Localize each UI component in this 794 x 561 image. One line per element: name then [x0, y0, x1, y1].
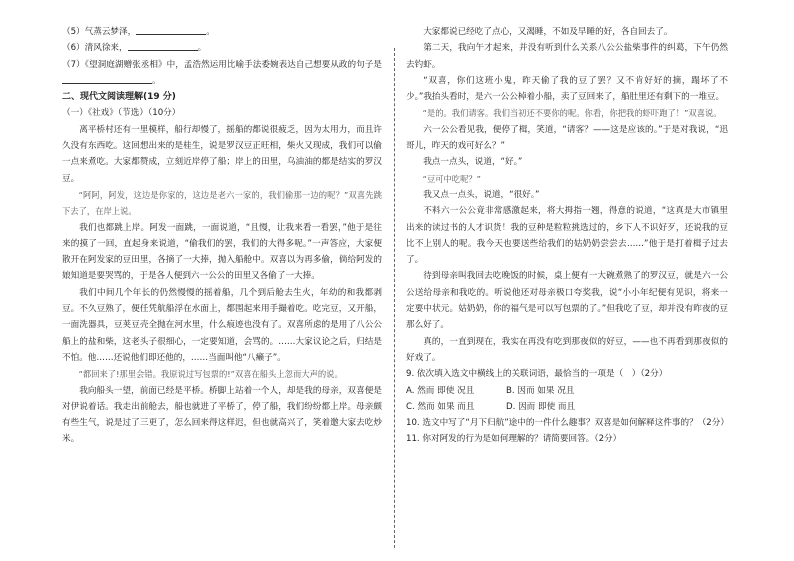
passage-paragraph: 六一公公看见我，便停了楫，笑道，“请客？——这是应该的。”于是对我说，“迅哥儿，昨天的戏可好么？” — [406, 124, 728, 152]
option-c[interactable]: C. 然而 如果 而且 — [406, 401, 475, 412]
column-divider — [394, 48, 395, 548]
answer-blank-6[interactable] — [128, 41, 198, 51]
passage-paragraph: 我点一点头，说道，“好。” — [423, 157, 523, 168]
question-5-text: （5）气蒸云梦泽， — [62, 27, 137, 37]
subsection-title: （一）《社戏》（节选）（10分） — [62, 108, 181, 119]
question-11: 11. 你对阿发的行为是如何理解的？请简要回答。（2分） — [406, 434, 622, 445]
right-column — [406, 24, 728, 448]
question-6-text: （6）清风徐来， — [62, 43, 128, 54]
answer-blank-5[interactable] — [136, 25, 206, 35]
answer-blank-7[interactable] — [62, 74, 152, 84]
passage-paragraph: “双喜，你们这班小鬼，昨天偷了我的豆了罢？又不肯好好的摘，蹋坏了不少。”我抬头看时，是六一公公棹着小船，卖了豆回来了，船肚里还有剩下的一堆豆。 — [406, 75, 728, 103]
option-a[interactable]: A. 然而 即使 况且 — [406, 385, 475, 396]
section-title: 二、现代文阅读理解(19 分) — [62, 92, 176, 103]
passage-paragraph: 我向船头一望，前面已经是平桥。桥脚上站着一个人，却是我的母亲，双喜便是对伊说着话。我走出前舱去，船也就进了平桥了，停了船，我们纷纷都上岸。母亲颇有些生气，说是过了三更了，怎么回来得这样迟，但也就高兴了，笑着邀大家去吃炒米。 — [62, 385, 382, 445]
passage-paragraph: 我们中间几个年长的仍然慢慢的摇着船，几个到后舱去生火，年幼的和我都剥豆。不久豆熟了，便任凭航船浮在水面上，都围起来用手撮着吃。吃完豆，又开船，一面洗器具，豆荚豆壳全抛在河水里，什么痕迹也没有了。双喜所虑的是用了八公公船上的盐和柴，这老头子很细心，一定要知道，会骂的。……大家议论之后，归结是不怕。他……还说他们即还他的，……当面叫他“八癞子”。 — [62, 287, 382, 363]
question-7-text: （7）《望洞庭湖赠张丞相》中，孟浩然运用比喻手法委婉表达自己想要从政的句子是 — [62, 59, 382, 70]
question-9-options-row-1 — [406, 383, 728, 399]
question-9-options-row-2 — [406, 399, 728, 415]
passage-paragraph: 离平桥村还有一里模样，船行却慢了，摇船的都说很疲乏，因为太用力，而且许久没有东西吃。这回想出来的是桂生，说是罗汉豆正旺相，柴火又现成，我们可以偷一点来煮吃。大家都赞成，立刻近岸停了船；岸上的田里，乌油油的都是结实的罗汉豆。 — [62, 124, 382, 184]
passage-paragraph: “都回来了!那里会错。我原说过写包票的!”双喜在船头上忽而大声的说。 — [78, 369, 343, 380]
passage-paragraph: 我又点一点头，说道，“很好。” — [423, 189, 540, 200]
passage-paragraph: “豆可中吃呢？” — [422, 173, 481, 184]
option-d[interactable]: D. 因而 即使 而且 — [506, 401, 576, 412]
passage-paragraph: 我们也都跳上岸。阿发一面跳，一面说道，“且慢，让我来看一看罢，”他于是往来的摸了一回，直起身来说道，“偷我们的罢，我们的大得多呢。”一声答应，大家便散开在阿发家的豆田里，各摘了一大捧，抛入船舱中。双喜以为再多偷，倘给阿发的娘知道是要哭骂的，于是各人便到六一公公的田里又各偷了一大捧。 — [62, 222, 382, 282]
passage-paragraph: 大家都说已经吃了点心，又渴睡，不如及早睡的好，各自回去了。 — [423, 27, 673, 37]
passage-paragraph: 待到母亲叫我回去吃晚饭的时候，桌上便有一大碗煮熟了的罗汉豆，就是六一公公送给母亲和我吃的。听说他还对母亲极口夸奖我，说“小小年纪便有见识，将来一定要中状元。姑奶奶，你的福气是可以写包票的了。”但我吃了豆，却并没有昨夜的豆那么好了。 — [406, 271, 728, 331]
option-b[interactable]: B. 因而 如果 况且 — [506, 385, 575, 396]
question-6 — [62, 40, 382, 56]
passage-paragraph: 不料六一公公竟非常感激起来，将大拇指一翘，得意的说道，“这真是大市镇里出来的读过书的人才识货！我的豆种是粒粒挑选过的，乡下人不识好歹，还说我的豆比不上别人的呢。我今天也要送些给我们的姑奶奶尝尝去……”他于是打着楫子过去了。 — [406, 206, 728, 266]
end-mark: 。 — [197, 43, 207, 54]
end-mark: 。 — [206, 27, 215, 37]
passage-paragraph: 真的，一直到现在，我实在再没有吃到那夜似的好豆，——也不再看到那夜似的好戏了。 — [406, 336, 728, 363]
question-7 — [62, 57, 382, 90]
question-10: 10. 选文中写了“月下归航”途中的一件什么趣事？双喜是如何解释这件事的？（2分） — [406, 418, 729, 429]
passage-paragraph: 第二天，我向午才起来，并没有听到什么关系八公公盐柴事件的纠葛，下午仍然去钓虾。 — [406, 43, 728, 70]
passage-paragraph: “阿阿，阿发，这边是你家的，这边是老六一家的，我们偷那一边的呢？”双喜先跳下去了，在岸上说。 — [62, 189, 382, 217]
question-5 — [62, 24, 382, 40]
question-9: 9. 依次填入选文中横线上的关联词语，最恰当的一项是（ ）（2分） — [406, 369, 668, 380]
left-column — [62, 24, 382, 448]
end-mark: 。 — [152, 75, 161, 86]
passage-paragraph: “是的。我们请客。我们当初还不要你的呢。你看，你把我的虾吓跑了！”双喜说。 — [422, 108, 722, 119]
